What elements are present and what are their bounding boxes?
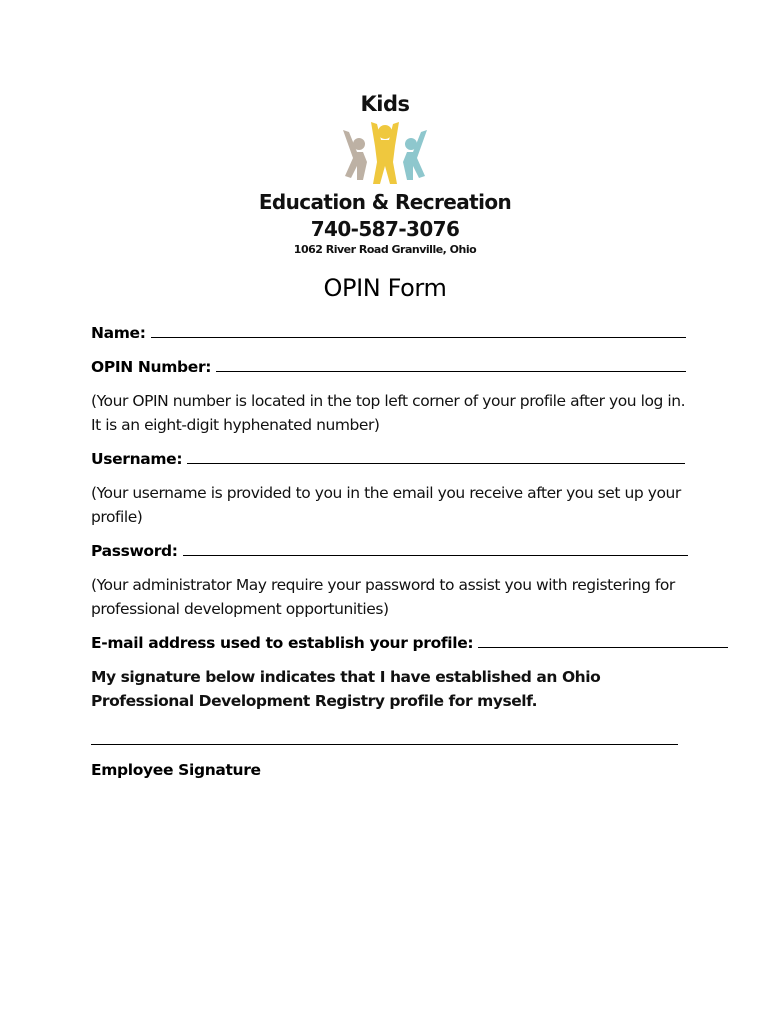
form-title: OPIN Form — [323, 274, 447, 302]
password-label: Password: — [91, 542, 178, 560]
username-label: Username: — [91, 450, 183, 468]
name-field[interactable] — [151, 322, 686, 338]
password-field[interactable] — [183, 540, 688, 556]
password-row — [91, 539, 688, 563]
logo-figure-right — [403, 130, 427, 180]
logo-figure-center — [371, 122, 399, 184]
logo-figures-icon — [335, 122, 435, 186]
name-label: Name: — [91, 324, 146, 342]
signature-caption: Employee Signature — [91, 761, 261, 779]
email-row — [91, 631, 728, 655]
username-note: (Your username is provided to you in the email you receive after you set up your profile) — [91, 484, 681, 526]
opin-row — [91, 355, 686, 379]
phone-number: 740-587-3076 — [310, 217, 460, 241]
opin-note: (Your OPIN number is located in the top left corner of your profile after you log in. It is an eight-digit hyphenated number) — [91, 392, 686, 434]
email-label: E-mail address used to establish your profile: — [91, 634, 474, 652]
org-name-bottom: Education & Recreation — [258, 190, 512, 214]
org-name-top: Kids — [360, 92, 410, 116]
address: 1062 River Road Granville, Ohio — [293, 243, 477, 256]
signature-line[interactable] — [91, 744, 678, 745]
name-row — [91, 321, 686, 345]
opin-label: OPIN Number: — [91, 358, 212, 376]
logo-figure-left — [343, 130, 367, 180]
email-field[interactable] — [478, 632, 728, 648]
username-row — [91, 447, 685, 471]
signature-statement: My signature below indicates that I have established an Ohio Professional Development Registry profile for myself. — [91, 668, 601, 710]
opin-field[interactable] — [216, 356, 686, 372]
username-field[interactable] — [187, 448, 685, 464]
password-note: (Your administrator May require your password to assist you with registering for professional development opportunities) — [91, 576, 675, 618]
